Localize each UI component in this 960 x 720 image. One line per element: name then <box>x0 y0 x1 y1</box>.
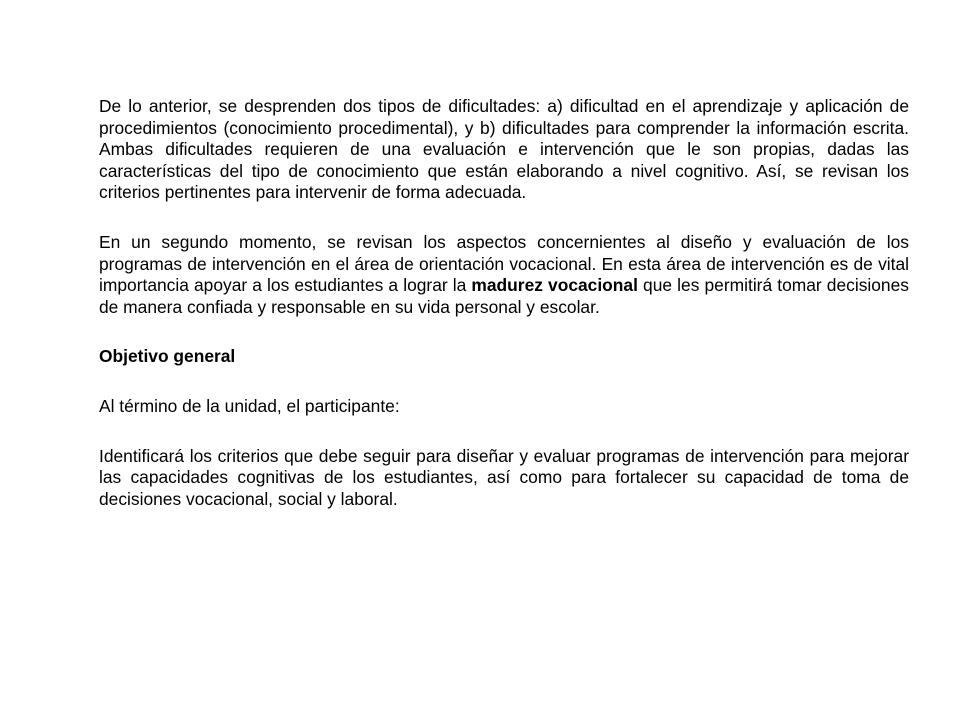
paragraph-intro: De lo anterior, se desprenden dos tipos de dificultades: a) dificultad en el aprendizaje y aplicación de procedimientos (conocimiento procedimental), y b) dificultades para comprender la información escrita. Ambas dificultades requieren de una evaluación e intervención que le son propias, dadas las características del tipo de conocimiento que están elaborando a nivel cognitivo. Así, se revisan los criterios pertinentes para intervenir de forma adecuada. <box>99 96 909 203</box>
paragraph-participant: Al término de la unidad, el participante: <box>99 395 400 416</box>
paragraph-objective: Identificará los criterios que debe seguir para diseñar y evaluar programas de intervención para mejorar las capacidades cognitivas de los estudiantes, así como para fortalecer su capacidad de toma de decisiones vocacional, social y laboral. <box>99 445 909 509</box>
emphasis-madurez-vocacional: madurez vocacional <box>471 275 638 296</box>
paragraph-vocational-text-before: En un segundo momento, se revisan los aspectos concernientes al diseño y evaluación de los programas de intervención en el área de orientación vocacional. En esta área de intervención es de vital importancia apoyar a los estudiantes a lograr la <box>99 231 909 296</box>
section-heading-objetivo-general: Objetivo general <box>99 346 236 367</box>
document-body <box>99 96 909 510</box>
paragraph-vocational <box>99 232 909 318</box>
paragraph-vocational-text-after: que les permitirá tomar decisiones de manera confiada y responsable en su vida personal y escolar. <box>99 275 909 317</box>
